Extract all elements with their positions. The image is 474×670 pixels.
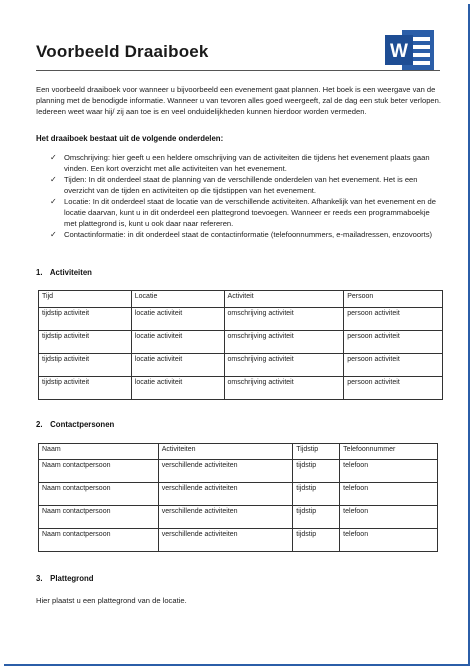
list-item — [50, 152, 442, 174]
table-header-row — [39, 291, 443, 308]
table-cell: telefoon — [340, 460, 438, 483]
checkmark-icon: ✓ — [50, 230, 57, 239]
table-cell: verschillende activiteiten — [158, 483, 293, 506]
table-cell: Naam contactpersoon — [39, 460, 159, 483]
table-cell: Naam contactpersoon — [39, 506, 159, 529]
table-cell: tijdstip activiteit — [39, 354, 132, 377]
title-divider — [36, 70, 440, 71]
table-header-row — [39, 444, 438, 460]
word-logo-icon — [384, 28, 436, 72]
section-heading-contactpersonen: 2. Contactpersonen — [36, 420, 115, 429]
table-cell: tijdstip — [293, 460, 340, 483]
list-item-text: Locatie: In dit onderdeel staat de locatie van de verschillende activiteiten. Afhankelijk van het evenement en de locatie daarvan, kunt u in dit onderdeel een plattegrond toevoegen. Wanneer er reeds een programmaboekje met plattegrond is, kunt u ook daar naar refereren. — [64, 197, 436, 228]
list-item-text: Omschrijving: hier geeft u een heldere omschrijving van de activiteiten die tijdens het evenement plaats gaan vinden. Een kort overzicht met alle activiteiten van het evenement. — [64, 153, 430, 173]
checkmark-icon: ✓ — [50, 175, 57, 184]
table-row — [39, 354, 443, 377]
table-cell: tijdstip — [293, 506, 340, 529]
table-cell: persoon activiteit — [344, 331, 443, 354]
checkmark-icon: ✓ — [50, 197, 57, 206]
page-title: Voorbeeld Draaiboek — [36, 42, 209, 61]
table-header-cell: Activiteit — [224, 291, 344, 308]
table-cell: verschillende activiteiten — [158, 506, 293, 529]
section-heading-activiteiten: 1. Activiteiten — [36, 268, 92, 277]
logo-letter: W — [390, 41, 408, 62]
contactpersonen-table — [38, 443, 438, 552]
table-cell: locatie activiteit — [131, 377, 224, 400]
list-item-text: Contactinformatie: in dit onderdeel staat de contactinformatie (telefoonnummers, e-mailadressen, enzovoorts) — [64, 230, 433, 239]
table-cell: omschrijving activiteit — [224, 377, 344, 400]
list-item — [50, 229, 442, 240]
table-row — [39, 529, 438, 552]
table-cell: locatie activiteit — [131, 331, 224, 354]
table-cell: persoon activiteit — [344, 377, 443, 400]
table-cell: tijdstip — [293, 483, 340, 506]
table-header-cell: Tijd — [39, 291, 132, 308]
table-cell: locatie activiteit — [131, 308, 224, 331]
list-item — [50, 174, 442, 196]
table-cell: Naam contactpersoon — [39, 529, 159, 552]
table-row — [39, 308, 443, 331]
table-header-cell: Persoon — [344, 291, 443, 308]
table-cell: verschillende activiteiten — [158, 460, 293, 483]
table-row — [39, 377, 443, 400]
activiteiten-table — [38, 290, 443, 400]
table-cell: tijdstip activiteit — [39, 308, 132, 331]
section-heading-plattegrond: 3. Plattegrond — [36, 574, 94, 583]
table-header-cell: Telefoonnummer — [340, 444, 438, 460]
table-row — [39, 331, 443, 354]
table-cell: persoon activiteit — [344, 354, 443, 377]
list-item-text: Tijden: In dit onderdeel staat de planning van de verschillende onderdelen van het evenement. Het is een overzicht van de tijden en activiteiten op die tijdstippen van het evenement. — [64, 175, 418, 195]
table-header-cell: Naam — [39, 444, 159, 460]
parts-subheading: Het draaiboek bestaat uit de volgende onderdelen: — [36, 134, 224, 143]
table-header-cell: Locatie — [131, 291, 224, 308]
table-row — [39, 460, 438, 483]
table-header-cell: Tijdstip — [293, 444, 340, 460]
table-header-cell: Activiteiten — [158, 444, 293, 460]
table-cell: telefoon — [340, 529, 438, 552]
table-cell: locatie activiteit — [131, 354, 224, 377]
parts-list — [50, 152, 442, 240]
table-cell: tijdstip — [293, 529, 340, 552]
checkmark-icon: ✓ — [50, 153, 57, 162]
table-cell: tijdstip activiteit — [39, 331, 132, 354]
table-cell: Naam contactpersoon — [39, 483, 159, 506]
plattegrond-text: Hier plaatst u een plattegrond van de locatie. — [36, 596, 187, 605]
table-cell: persoon activiteit — [344, 308, 443, 331]
table-cell: omschrijving activiteit — [224, 354, 344, 377]
list-item — [50, 196, 442, 229]
table-cell: verschillende activiteiten — [158, 529, 293, 552]
table-cell: tijdstip activiteit — [39, 377, 132, 400]
table-cell: telefoon — [340, 506, 438, 529]
table-row — [39, 483, 438, 506]
table-row — [39, 506, 438, 529]
intro-paragraph: Een voorbeeld draaiboek voor wanneer u bijvoorbeeld een evenement gaat plannen. Het boek is een weergave van de planning met de benodigde informatie. Wanneer u van tevoren alles goed weergeeft, zal de dag een stuk beter verlopen. Iedereen weet waar hij/ zij aan toe is en veel onduidelijkheden kunnen hierdoor worden vermeden. — [36, 85, 441, 116]
table-cell: omschrijving activiteit — [224, 308, 344, 331]
table-cell: omschrijving activiteit — [224, 331, 344, 354]
table-cell: telefoon — [340, 483, 438, 506]
